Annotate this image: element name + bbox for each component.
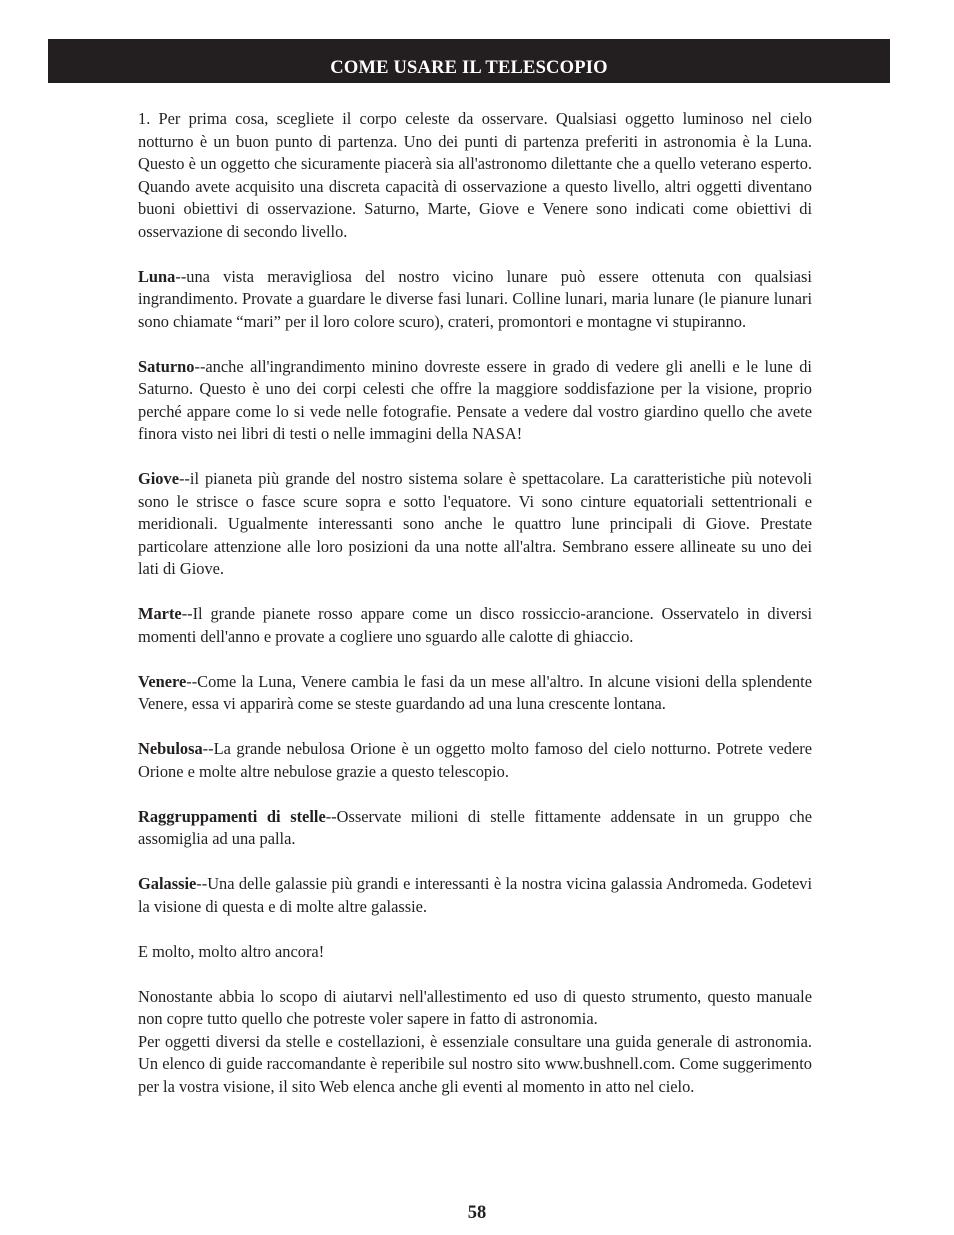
object-paragraph-saturno — [138, 356, 812, 446]
object-term: Galassie — [138, 874, 197, 893]
object-description: --Il grande pianete rosso appare come un disco rossiccio-arancione. Osservatelo in diversi momenti dell'anno e provate a cogliere uno sguardo alle calotte di ghiaccio. — [138, 604, 812, 646]
section-header-bar — [48, 39, 890, 83]
object-description: --Una delle galassie più grandi e interessanti è la nostra vicina galassia Andromeda. Godetevi la visione di questa e di molte altre galassie. — [138, 874, 812, 916]
object-description: --Come la Luna, Venere cambia le fasi da un mese all'altro. In alcune visioni della splendente Venere, essa vi apparirà come se steste guardando ad una luna crescente lontana. — [138, 671, 812, 713]
closing-paragraph: Nonostante abbia lo scopo di aiutarvi nell'allestimento ed uso di questo strumento, questo manuale non copre tutto quello che potreste voler sapere in fatto di astronomia. — [138, 986, 812, 1028]
object-paragraph-venere — [138, 671, 812, 716]
object-term: Raggruppamenti di stelle — [138, 806, 326, 826]
object-term: Giove — [138, 469, 179, 488]
object-term: Marte — [138, 604, 182, 623]
manual-content — [138, 108, 812, 1098]
object-description: --una vista meravigliosa del nostro vicino lunare può essere ottenuta con qualsiasi ingrandimento. Provate a guardare le diverse fasi lunari. Colline lunari, maria lunare (le pianure lunari sono chiamate “mari” per il loro colore scuro), crateri, promontori e montagne vi stupiranno. — [138, 266, 812, 331]
object-paragraph-raggruppamenti — [138, 806, 812, 851]
page-number: 58 — [467, 1203, 487, 1223]
section-title: COME USARE IL TELESCOPIO — [330, 58, 608, 78]
object-paragraph-galassie — [138, 873, 812, 918]
closing-paragraph: Per oggetti diversi da stelle e costellazioni, è essenziale consultare una guida generale di astronomia. Un elenco di guide raccomandante è reperibile sul nostro sito www.bushnell.com. Come suggerimento per la vostra visione, il sito Web elenca anche gli eventi al momento in atto nel cielo. — [138, 1031, 812, 1096]
object-paragraph-luna — [138, 266, 812, 334]
object-description: --La grande nebulosa Orione è un oggetto molto famoso del cielo notturno. Potrete vedere Orione e molte altre nebulose grazie a questo telescopio. — [138, 739, 812, 781]
object-paragraph-marte — [138, 603, 812, 648]
object-description: --anche all'ingrandimento minino dovreste essere in grado di vedere gli anelli e le lune di Saturno. Questo è uno dei corpi celesti che offre la maggiore soddisfazione per la visione, proprio perché appare come lo si vede nelle fotografie. Pensate a vedere dal vostro giardino quello che avete finora visto nei libri di testi o nelle immagini della NASA! — [138, 356, 812, 443]
object-term: Nebulosa — [138, 739, 203, 758]
object-paragraph-giove — [138, 468, 812, 581]
object-term: Luna — [138, 266, 176, 286]
more-paragraph: E molto, molto altro ancora! — [138, 941, 325, 961]
object-term: Venere — [138, 671, 187, 691]
object-term: Saturno — [138, 356, 195, 376]
object-paragraph-nebulosa — [138, 738, 812, 783]
intro-paragraph: 1. Per prima cosa, scegliete il corpo celeste da osservare. Qualsiasi oggetto luminoso nel cielo notturno è un buon punto di partenza. Uno dei punti di partenza preferiti in astronomia è la Luna. Questo è un oggetto che sicuramente piacerà sia all'astronomo dilettante che a quello veterano esperto. Quando avete acquisito una discreta capacità di osservazione a questo livello, altri oggetti diventano buoni obiettivi di osservazione. Saturno, Marte, Giove e Venere sono indicati come obiettivi di osservazione di secondo livello. — [138, 109, 812, 241]
object-description: --il pianeta più grande del nostro sistema solare è spettacolare. La caratteristiche più notevoli sono le strisce o fasce scure sopra e sotto l'equatore. Vi sono cinture equatoriali settentrionali e meridionali. Ugualmente interessanti sono anche le quattro lune principali di Giove. Prestate particolare attenzione alle loro posizioni da una notte all'altra. Sembrano essere allineate su uno dei lati di Giove. — [138, 469, 812, 578]
object-description: --Osservate milioni di stelle fittamente addensate in un gruppo che assomiglia ad una palla. — [138, 806, 812, 848]
